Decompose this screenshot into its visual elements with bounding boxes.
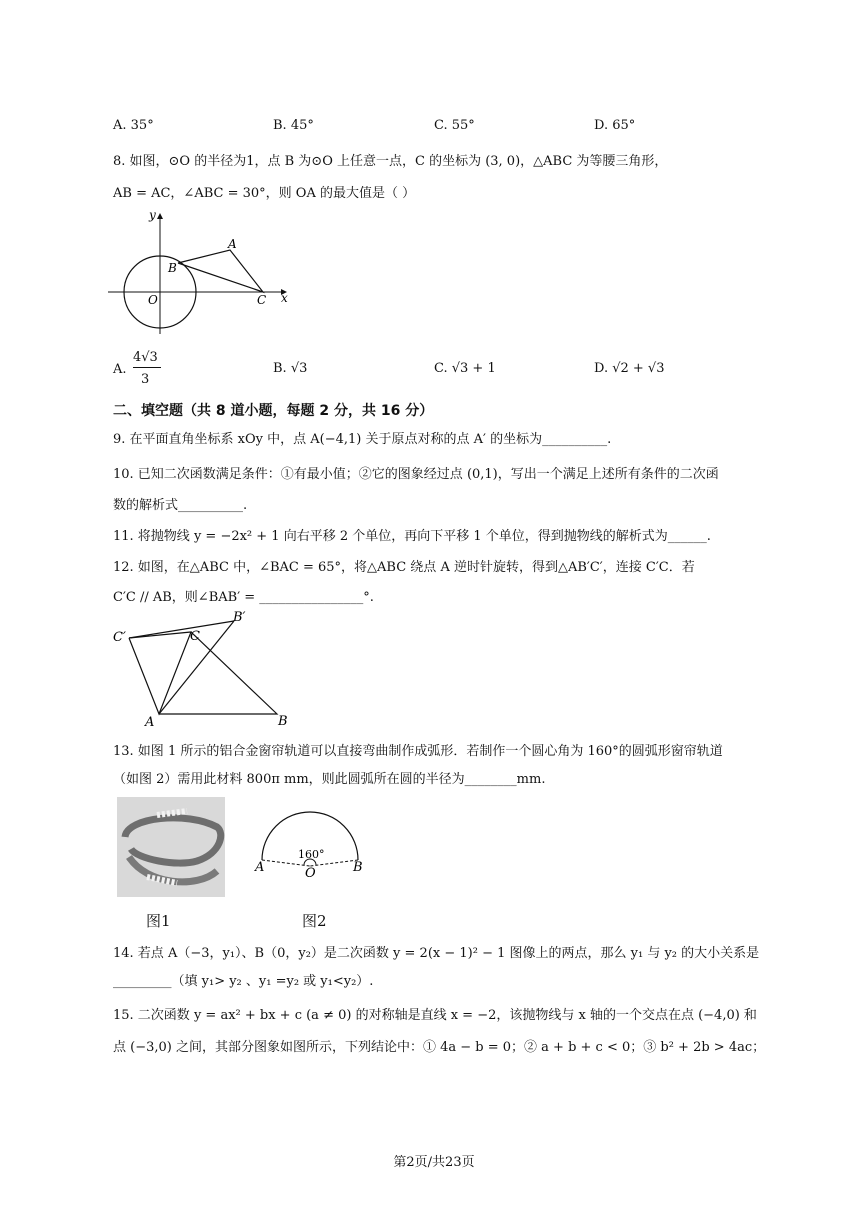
q13-text-line2: （如图 2）需用此材料 800π mm，则此圆弧所在圆的半径为________mm. xyxy=(113,772,546,787)
q8-label-y: y xyxy=(149,208,156,222)
q13-text-line1: 13. 如图 1 所示的铝合金窗帘轨道可以直接弯曲制作成弧形．若制作一个圆心角为 160°的圆弧形窗帘轨道 xyxy=(113,744,723,759)
q13-label-o: O xyxy=(305,866,316,881)
q8-text-line2: AB = AC，∠ABC = 30°，则 OA 的最大值是（ ） xyxy=(113,186,416,201)
q12-label-a: A xyxy=(145,715,155,730)
q7-option-c: C. 55° xyxy=(434,118,475,133)
q8-label-a: A xyxy=(228,237,237,251)
q13-figure-2 xyxy=(250,808,370,883)
q12-text-line2: C′C // AB，则∠BAB′ = ________________°. xyxy=(113,590,374,605)
figure-1-caption: 图1 xyxy=(146,912,171,930)
fraction-bar xyxy=(133,367,161,368)
q12-label-b1: B′ xyxy=(233,610,246,625)
q13-label-a: A xyxy=(255,860,265,875)
q7-option-a: A. 35° xyxy=(113,118,154,133)
segment-c1b1 xyxy=(129,621,234,638)
q12-label-b: B xyxy=(278,714,288,729)
q10-text-line2: 数的解析式__________. xyxy=(113,498,248,513)
segment-abc xyxy=(159,632,277,714)
q10-text-line1: 10. 已知二次函数满足条件：①有最小值；②它的图象经过点 (0,1)，写出一个满足上述所有条件的二次函 xyxy=(113,467,719,482)
q8-option-d: D. √2 + √3 xyxy=(594,361,665,376)
q8-option-c: C. √3 + 1 xyxy=(434,361,496,376)
triangle-abc xyxy=(178,250,263,292)
q8-text-line1: 8. 如图，⊙O 的半径为1，点 B 为⊙O 上任意一点，C 的坐标为 (3, 0)，△ABC 为等腰三角形， xyxy=(113,154,668,169)
q12-label-c: C xyxy=(190,629,200,644)
q7-option-d: D. 65° xyxy=(594,118,636,133)
q9-text: 9. 在平面直角坐标系 xOy 中，点 A(−4,1) 关于原点对称的点 A′ 的坐标为__________. xyxy=(113,432,612,447)
q8-option-a: A. 4√3 3 xyxy=(113,350,173,390)
figure-2-caption: 图2 xyxy=(302,912,327,930)
q14-text-line1: 14. 若点 A（−3，y₁）、B（0，y₂）是二次函数 y = 2(x − 1)² − 1 图像上的两点，那么 y₁ 与 y₂ 的大小关系是 xyxy=(113,946,760,961)
q8-label-o: O xyxy=(148,293,158,307)
q11-text: 11. 将抛物线 y = −2x² + 1 向右平移 2 个单位，再向下平移 1 个单位，得到抛物线的解析式为______. xyxy=(113,529,711,544)
curtain-rail-photo xyxy=(117,797,225,897)
q12-text-line1: 12. 如图，在△ABC 中，∠BAC = 65°，将△ABC 绕点 A 逆时针旋转，得到△AB′C′，连接 C′C．若 xyxy=(113,560,695,575)
q8-label-c: C xyxy=(257,293,267,307)
q8-option-b: B. √3 xyxy=(273,361,308,376)
page-footer: 第2页/共23页 xyxy=(393,1155,475,1170)
triangle-ac1c xyxy=(129,632,191,714)
q8-label-b: B xyxy=(168,261,177,275)
q12-label-c1: C′ xyxy=(113,630,126,645)
q15-text-line2: 点 (−3,0) 之间，其部分图象如图所示，下列结论中：① 4a − b = 0；② a + b + c < 0；③ b² + 2b > 4ac； xyxy=(113,1040,766,1055)
q15-text-line1: 15. 二次函数 y = ax² + bx + c (a ≠ 0) 的对称轴是直线 x = −2，该抛物线与 x 轴的一个交点在点 (−4,0) 和 xyxy=(113,1008,757,1023)
q8-option-a-numerator: 4√3 xyxy=(133,350,158,365)
q8-figure xyxy=(108,208,298,338)
q8-option-a-denominator: 3 xyxy=(141,372,150,387)
q14-text-line2: _________（填 y₁> y₂ 、y₁ =y₂ 或 y₁<y₂）. xyxy=(113,974,374,989)
q13-label-angle: 160° xyxy=(298,848,325,861)
q12-figure xyxy=(110,608,300,730)
q7-option-b: B. 45° xyxy=(273,118,314,133)
q13-label-b: B xyxy=(353,860,363,875)
section-title: 二、填空题（共 8 道小题，每题 2 分，共 16 分） xyxy=(113,403,434,419)
q8-label-x: x xyxy=(281,291,288,305)
